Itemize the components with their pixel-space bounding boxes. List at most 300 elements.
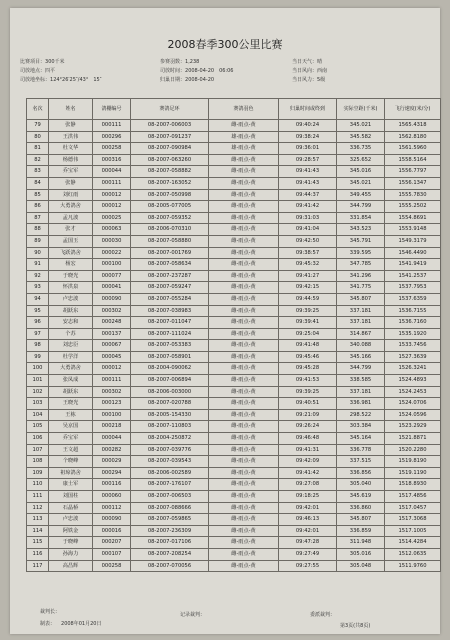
- cell-loft-id: 000111: [93, 120, 131, 132]
- cell-arrival-time: 09:42:01: [279, 525, 337, 537]
- cell-speed: 1558.5164: [385, 154, 441, 166]
- cell-speed: 1517.3068: [385, 514, 441, 526]
- cell-name: 孟凡波: [49, 212, 93, 224]
- cell-loft-id: 000060: [93, 491, 131, 503]
- cell-ring-number: 08-2007-006503: [131, 491, 209, 503]
- cell-plumage: 雌-雨点-黄: [209, 317, 279, 329]
- cell-plumage: 雌-雨点-黄: [209, 375, 279, 387]
- cell-plumage: 雌-雨点-黄: [209, 421, 279, 433]
- cell-name: 高昌辉: [49, 560, 93, 572]
- cell-distance: 336.981: [337, 398, 385, 410]
- cell-ring-number: 08-2007-050998: [131, 189, 209, 201]
- cell-plumage: 雌-雨点-黄: [209, 282, 279, 294]
- cell-arrival-time: 09:41:42: [279, 467, 337, 479]
- cell-plumage: 雌-雨点-黄: [209, 224, 279, 236]
- table-row: [27, 514, 441, 526]
- cell-distance: 337.515: [337, 456, 385, 468]
- coords-value: 124°26′25″/43° 15″: [50, 77, 102, 83]
- cell-speed: 1556.7797: [385, 166, 441, 178]
- weather-label: 当日天气：: [292, 59, 318, 65]
- cell-loft-id: 000029: [93, 456, 131, 468]
- cell-distance: 336.860: [337, 502, 385, 514]
- recorder-label: 记录裁判：: [180, 612, 206, 618]
- cell-name: 张凤成: [49, 375, 93, 387]
- results-sheet: [10, 8, 440, 634]
- cell-name: 杜学洋: [49, 351, 93, 363]
- column-header-ring-number: 赛鸽足环: [131, 99, 209, 120]
- cell-name: 大勇鸽舍: [49, 201, 93, 213]
- cell-arrival-time: 09:45:32: [279, 259, 337, 271]
- cell-name: 卢忠波: [49, 293, 93, 305]
- cell-speed: 1523.2929: [385, 421, 441, 433]
- cell-speed: 1511.9760: [385, 560, 441, 572]
- cell-name: 大勇鸽舍: [49, 363, 93, 375]
- cell-rank: 103: [27, 398, 49, 410]
- table-row: [27, 154, 441, 166]
- cell-plumage: 雌-雨点-黄: [209, 479, 279, 491]
- cell-plumage: 雌-雨点-黄: [209, 363, 279, 375]
- cell-distance: 345.807: [337, 293, 385, 305]
- cell-speed: 1517.0457: [385, 502, 441, 514]
- cell-arrival-time: 09:27:49: [279, 548, 337, 560]
- cell-speed: 1555.7830: [385, 189, 441, 201]
- table-row: [27, 259, 441, 271]
- table-row: [27, 456, 441, 468]
- cell-speed: 1519.1190: [385, 467, 441, 479]
- table-row: [27, 409, 441, 421]
- cell-ring-number: 08-2007-039776: [131, 444, 209, 456]
- cell-speed: 1537.7953: [385, 282, 441, 294]
- cell-speed: 1553.9148: [385, 224, 441, 236]
- cell-speed: 1561.5960: [385, 143, 441, 155]
- cell-distance: 298.522: [337, 409, 385, 421]
- cell-name: 刘忠臣: [49, 340, 93, 352]
- cell-loft-id: 000063: [93, 224, 131, 236]
- chief-judge-label: 裁判长：: [40, 609, 61, 615]
- cell-arrival-time: 09:39:25: [279, 305, 337, 317]
- cell-name: 王晓光: [49, 398, 93, 410]
- cell-rank: 107: [27, 444, 49, 456]
- cell-speed: 1517.1005: [385, 525, 441, 537]
- made-by-label: 制表：: [40, 621, 56, 627]
- cell-loft-id: 000044: [93, 433, 131, 445]
- cell-speed: 1549.3179: [385, 235, 441, 247]
- cell-rank: 116: [27, 548, 49, 560]
- table-row: [27, 351, 441, 363]
- cell-name: 刘红雨: [49, 189, 93, 201]
- column-header-plumage: 赛鸽羽色: [209, 99, 279, 120]
- cell-name: 张才: [49, 224, 93, 236]
- cell-distance: 345.021: [337, 177, 385, 189]
- chief-judge: [40, 608, 60, 615]
- table-body: [27, 120, 441, 572]
- cell-plumage: 雌-雨点-黄: [209, 293, 279, 305]
- cell-arrival-time: 09:41:31: [279, 444, 337, 456]
- cell-ring-number: 08-2005-077005: [131, 201, 209, 213]
- cell-ring-number: 08-2007-059352: [131, 212, 209, 224]
- table-row: [27, 120, 441, 132]
- table-row: [27, 433, 441, 445]
- entries-label: 参赛羽数：: [160, 59, 186, 65]
- cell-plumage: 雌-雨点-黄: [209, 433, 279, 445]
- cell-loft-id: 000107: [93, 548, 131, 560]
- cell-name: 卢忠波: [49, 514, 93, 526]
- column-header-arrival-time: 归巢时间或终到: [279, 99, 337, 120]
- cell-speed: 1518.8930: [385, 479, 441, 491]
- cell-speed: 1562.8180: [385, 131, 441, 143]
- cell-name: 于晓峰: [49, 537, 93, 549]
- cell-loft-id: 000016: [93, 525, 131, 537]
- table-row: [27, 479, 441, 491]
- cell-rank: 89: [27, 235, 49, 247]
- cell-arrival-time: 09:39:41: [279, 317, 337, 329]
- cell-plumage: 雌-雨点-黄: [209, 340, 279, 352]
- wind-label: 当日风向：: [292, 68, 318, 74]
- cell-loft-id: 000218: [93, 421, 131, 433]
- force-label: 当日风力：: [292, 77, 318, 83]
- table-row: [27, 270, 441, 282]
- cell-loft-id: 000302: [93, 305, 131, 317]
- cell-speed: 1554.8691: [385, 212, 441, 224]
- cell-rank: 106: [27, 433, 49, 445]
- page-title: 2008春季300公里比赛: [167, 38, 283, 51]
- cell-rank: 115: [27, 537, 49, 549]
- release-coords: [20, 76, 102, 83]
- cell-plumage: 雌-雨点-黄: [209, 467, 279, 479]
- cell-plumage: 雌-雨点-黄: [209, 502, 279, 514]
- cell-name: 乔宝军: [49, 433, 93, 445]
- table-row: [27, 235, 441, 247]
- cell-loft-id: 000116: [93, 479, 131, 491]
- cell-arrival-time: 09:47:28: [279, 537, 337, 549]
- cell-ring-number: 08-2007-063260: [131, 154, 209, 166]
- cell-distance: 345.619: [337, 491, 385, 503]
- table-row: [27, 502, 441, 514]
- table-row: [27, 340, 441, 352]
- cell-arrival-time: 09:25:04: [279, 328, 337, 340]
- table-row: [27, 537, 441, 549]
- cell-ring-number: 08-2007-039543: [131, 456, 209, 468]
- cell-plumage: 雄-雨点-黄: [209, 143, 279, 155]
- wind-value: 西南: [317, 68, 328, 74]
- cell-loft-id: 000296: [93, 131, 131, 143]
- cell-distance: 336.735: [337, 143, 385, 155]
- cell-name: 吴京国: [49, 421, 93, 433]
- cell-loft-id: 000248: [93, 317, 131, 329]
- cell-speed: 1565.4318: [385, 120, 441, 132]
- wind-direction: [292, 67, 327, 74]
- made-by: [40, 620, 101, 627]
- location-value: 四平: [45, 68, 56, 74]
- cell-speed: 1520.2280: [385, 444, 441, 456]
- cell-speed: 1546.4490: [385, 247, 441, 259]
- cell-name: 康士军: [49, 479, 93, 491]
- cell-distance: 305.048: [337, 560, 385, 572]
- cell-rank: 98: [27, 340, 49, 352]
- cell-loft-id: 000012: [93, 189, 131, 201]
- cell-rank: 114: [27, 525, 49, 537]
- cell-rank: 102: [27, 386, 49, 398]
- cell-arrival-time: 09:31:03: [279, 212, 337, 224]
- table-row: [27, 525, 441, 537]
- entries: [160, 58, 199, 65]
- cell-loft-id: 000137: [93, 328, 131, 340]
- cell-distance: 339.595: [337, 247, 385, 259]
- cell-name: 王洪伟: [49, 131, 93, 143]
- column-header-speed: 飞行速度(米/分): [385, 99, 441, 120]
- cell-ring-number: 08-2007-058882: [131, 166, 209, 178]
- cell-rank: 105: [27, 421, 49, 433]
- cell-distance: 344.799: [337, 363, 385, 375]
- cell-distance: 345.807: [337, 514, 385, 526]
- cell-ring-number: 08-2007-088666: [131, 502, 209, 514]
- cell-ring-number: 08-2007-058634: [131, 259, 209, 271]
- cell-distance: 347.785: [337, 259, 385, 271]
- cell-loft-id: 000044: [93, 166, 131, 178]
- cell-plumage: 雌-雨点-黄: [209, 491, 279, 503]
- cell-ring-number: 08-2007-058901: [131, 351, 209, 363]
- cell-speed: 1524.0706: [385, 398, 441, 410]
- cell-distance: 345.582: [337, 131, 385, 143]
- cell-distance: 345.791: [337, 235, 385, 247]
- cell-name: 杨宏: [49, 259, 93, 271]
- cell-plumage: 雌-雨点-黄: [209, 177, 279, 189]
- cell-rank: 82: [27, 154, 49, 166]
- cell-plumage: 雌-雨点-黄: [209, 456, 279, 468]
- cell-rank: 113: [27, 514, 49, 526]
- cell-speed: 1527.3639: [385, 351, 441, 363]
- cell-name: 王栋: [49, 409, 93, 421]
- cell-distance: 311.948: [337, 537, 385, 549]
- cell-arrival-time: 09:42:01: [279, 502, 337, 514]
- cell-ring-number: 08-2006-003000: [131, 386, 209, 398]
- table-row: [27, 212, 441, 224]
- cell-name: 阿铁金: [49, 525, 93, 537]
- cell-ring-number: 08-2007-058880: [131, 235, 209, 247]
- cell-name: 乔宝军: [49, 166, 93, 178]
- cell-ring-number: 08-2007-001769: [131, 247, 209, 259]
- cell-arrival-time: 09:45:46: [279, 351, 337, 363]
- cell-arrival-time: 09:46:13: [279, 514, 337, 526]
- cell-distance: 337.181: [337, 317, 385, 329]
- cell-distance: 336.859: [337, 525, 385, 537]
- cell-distance: 331.854: [337, 212, 385, 224]
- cell-ring-number: 08-2007-237287: [131, 270, 209, 282]
- cell-speed: 1514.4284: [385, 537, 441, 549]
- cell-arrival-time: 09:42:09: [279, 456, 337, 468]
- cell-arrival-time: 09:18:25: [279, 491, 337, 503]
- cell-speed: 1541.2537: [385, 270, 441, 282]
- cell-name: 张静: [49, 120, 93, 132]
- column-header-rank: 名次: [27, 99, 49, 120]
- cell-rank: 91: [27, 259, 49, 271]
- cell-name: 安志和: [49, 317, 93, 329]
- cell-loft-id: 000258: [93, 143, 131, 155]
- cell-rank: 97: [27, 328, 49, 340]
- release-label: 司放时间：: [160, 68, 186, 74]
- cell-speed: 1535.1920: [385, 328, 441, 340]
- cell-ring-number: 08-2007-070056: [131, 560, 209, 572]
- cell-loft-id: 000282: [93, 444, 131, 456]
- cell-ring-number: 08-2007-059865: [131, 514, 209, 526]
- cell-distance: 314.867: [337, 328, 385, 340]
- cell-plumage: 雌-雨点-黄: [209, 189, 279, 201]
- return-date: [160, 76, 214, 83]
- cell-loft-id: 000258: [93, 560, 131, 572]
- cell-plumage: 雌-雨点-黄: [209, 444, 279, 456]
- cell-arrival-time: 09:42:15: [279, 282, 337, 294]
- cell-arrival-time: 09:26:24: [279, 421, 337, 433]
- cell-rank: 81: [27, 143, 49, 155]
- cell-distance: 337.181: [337, 305, 385, 317]
- cell-name: 胡跃东: [49, 305, 93, 317]
- cell-rank: 85: [27, 189, 49, 201]
- cell-rank: 93: [27, 282, 49, 294]
- cell-ring-number: 08-2007-011047: [131, 317, 209, 329]
- cell-loft-id: 000302: [93, 386, 131, 398]
- entries-value: 1,238: [185, 59, 200, 65]
- column-header-loft-id: 鸽棚编号: [93, 99, 131, 120]
- cell-speed: 1517.4856: [385, 491, 441, 503]
- weather-value: 晴: [317, 59, 323, 65]
- cell-arrival-time: 09:46:48: [279, 433, 337, 445]
- cell-arrival-time: 09:41:53: [279, 375, 337, 387]
- cell-ring-number: 08-2007-176107: [131, 479, 209, 491]
- table-row: [27, 189, 441, 201]
- cell-plumage: 雌-雨点-黄: [209, 537, 279, 549]
- cell-distance: 337.181: [337, 386, 385, 398]
- cell-ring-number: 08-2007-053383: [131, 340, 209, 352]
- cell-ring-number: 08-2007-055284: [131, 293, 209, 305]
- cell-plumage: 雌-雨点-黄: [209, 120, 279, 132]
- cell-ring-number: 08-2007-208254: [131, 548, 209, 560]
- table-row: [27, 317, 441, 329]
- cell-loft-id: 000090: [93, 293, 131, 305]
- cell-loft-id: 000207: [93, 537, 131, 549]
- supervisor-judge: [310, 611, 335, 618]
- cell-distance: 325.652: [337, 154, 385, 166]
- cell-distance: 336.778: [337, 444, 385, 456]
- cell-distance: 338.585: [337, 375, 385, 387]
- release-time: [160, 67, 233, 74]
- cell-speed: 1524.2453: [385, 386, 441, 398]
- table-row: [27, 201, 441, 213]
- cell-rank: 110: [27, 479, 49, 491]
- cell-plumage: 雌-雨点-黄: [209, 247, 279, 259]
- cell-rank: 88: [27, 224, 49, 236]
- table-row: [27, 224, 441, 236]
- cell-arrival-time: 09:45:28: [279, 363, 337, 375]
- force-value: 5级: [317, 77, 326, 83]
- cell-loft-id: 000045: [93, 351, 131, 363]
- cell-ring-number: 08-2007-006003: [131, 120, 209, 132]
- cell-distance: 345.021: [337, 120, 385, 132]
- cell-name: 个晓峰: [49, 456, 93, 468]
- cell-loft-id: 000100: [93, 409, 131, 421]
- cell-plumage: 雌-雨点-黄: [209, 525, 279, 537]
- cell-name: 杨德伟: [49, 154, 93, 166]
- page-number: 第3页(共8页): [340, 623, 371, 629]
- cell-name: 祖琼鸽舍: [49, 467, 93, 479]
- cell-ring-number: 08-2004-090062: [131, 363, 209, 375]
- cell-plumage: 雄-雨点-黄: [209, 131, 279, 143]
- cell-ring-number: 08-2004-250872: [131, 433, 209, 445]
- recorder-judge: [180, 611, 205, 618]
- cell-rank: 80: [27, 131, 49, 143]
- cell-distance: 345.164: [337, 433, 385, 445]
- cell-arrival-time: 09:41:48: [279, 340, 337, 352]
- cell-rank: 109: [27, 467, 49, 479]
- table-row: [27, 247, 441, 259]
- cell-distance: 349.455: [337, 189, 385, 201]
- cell-plumage: 雌-雨点-黄: [209, 235, 279, 247]
- cell-loft-id: 000022: [93, 247, 131, 259]
- date-value: 2008-04-20: [185, 77, 215, 83]
- cell-ring-number: 08-2007-110803: [131, 421, 209, 433]
- cell-rank: 111: [27, 491, 49, 503]
- cell-rank: 108: [27, 456, 49, 468]
- cell-plumage: 雌-雨点-黄: [209, 560, 279, 572]
- cell-rank: 92: [27, 270, 49, 282]
- cell-loft-id: 000012: [93, 201, 131, 213]
- cell-arrival-time: 09:27:08: [279, 479, 337, 491]
- cell-plumage: 雌-雨点-黄: [209, 328, 279, 340]
- cell-speed: 1537.6359: [385, 293, 441, 305]
- cell-ring-number: 08-2007-017106: [131, 537, 209, 549]
- table-row: [27, 293, 441, 305]
- cell-distance: 303.384: [337, 421, 385, 433]
- cell-distance: 341.296: [337, 270, 385, 282]
- cell-name: 飞跃鸽舍: [49, 247, 93, 259]
- column-header-distance: 实际空距(千米): [337, 99, 385, 120]
- table-row: [27, 491, 441, 503]
- cell-plumage: 雌-雨点-黄: [209, 351, 279, 363]
- race-name-value: 300千米: [45, 59, 65, 65]
- cell-name: 王文超: [49, 444, 93, 456]
- cell-plumage: 雌-雨点-黄: [209, 154, 279, 166]
- table-header-row: [27, 99, 441, 120]
- cell-ring-number: 08-2007-020788: [131, 398, 209, 410]
- cell-arrival-time: 09:27:55: [279, 560, 337, 572]
- cell-distance: 305.016: [337, 548, 385, 560]
- cell-distance: 344.799: [337, 201, 385, 213]
- cell-plumage: 雌-雨点-黄: [209, 259, 279, 271]
- cell-rank: 101: [27, 375, 49, 387]
- cell-distance: 340.088: [337, 340, 385, 352]
- cell-name: 怀洪泉: [49, 282, 93, 294]
- cell-arrival-time: 09:41:43: [279, 166, 337, 178]
- cell-arrival-time: 09:36:01: [279, 143, 337, 155]
- cell-loft-id: 000025: [93, 212, 131, 224]
- cell-speed: 1536.7155: [385, 305, 441, 317]
- cell-loft-id: 000100: [93, 259, 131, 271]
- table-row: [27, 421, 441, 433]
- coords-label: 司放地坐标：: [20, 77, 51, 83]
- race-name-label: 比赛项目：: [20, 59, 46, 65]
- cell-name: 杜文华: [49, 143, 93, 155]
- cell-ring-number: 08-2007-038983: [131, 305, 209, 317]
- cell-ring-number: 08-2005-154330: [131, 409, 209, 421]
- cell-loft-id: 000090: [93, 514, 131, 526]
- cell-speed: 1512.0635: [385, 548, 441, 560]
- cell-rank: 87: [27, 212, 49, 224]
- cell-rank: 95: [27, 305, 49, 317]
- cell-name: 孟国玉: [49, 235, 93, 247]
- cell-rank: 99: [27, 351, 49, 363]
- cell-loft-id: 000111: [93, 375, 131, 387]
- table-row: [27, 305, 441, 317]
- cell-ring-number: 08-2007-163052: [131, 177, 209, 189]
